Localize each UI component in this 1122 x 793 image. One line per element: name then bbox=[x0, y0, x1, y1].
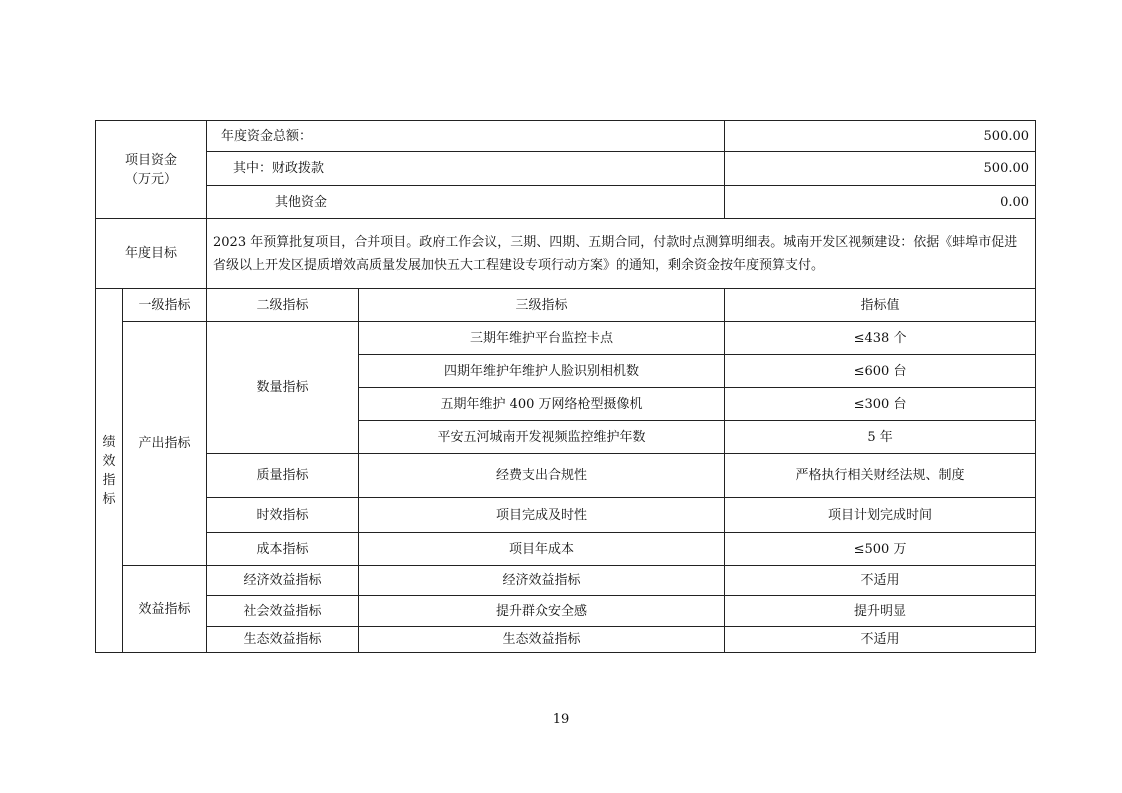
indicator-value: 不适用 bbox=[725, 566, 1036, 596]
funds-total-value: 500.00 bbox=[725, 121, 1036, 152]
page-number: 19 bbox=[552, 712, 570, 727]
funds-fiscal-value: 500.00 bbox=[725, 152, 1036, 186]
indicator-value: 项目计划完成时间 bbox=[725, 498, 1036, 533]
indicator-value: ≤500 万 bbox=[725, 533, 1036, 566]
indicator-value: 5 年 bbox=[725, 421, 1036, 454]
output-indicator-label: 产出指标 bbox=[123, 322, 207, 566]
ecological-benefit-label: 生态效益指标 bbox=[207, 627, 359, 653]
funds-total-label: 年度资金总额： bbox=[207, 121, 725, 152]
table-row: 经费支出合规性 bbox=[359, 454, 725, 498]
funds-label: 项目资金 （万元） bbox=[96, 121, 207, 219]
funds-other-value: 0.00 bbox=[725, 186, 1036, 219]
indicator-value: ≤300 台 bbox=[725, 388, 1036, 421]
annual-goal-label: 年度目标 bbox=[96, 219, 207, 289]
funds-other-label: 其他资金 bbox=[207, 186, 725, 219]
header-value: 指标值 bbox=[725, 289, 1036, 322]
header-level3: 三级指标 bbox=[359, 289, 725, 322]
performance-side-label: 绩 效 指 标 bbox=[96, 289, 123, 653]
table-row: 五期年维护 400 万网络枪型摄像机 bbox=[359, 388, 725, 421]
table-row: 平安五河城南开发视频监控维护年数 bbox=[359, 421, 725, 454]
table-row: 提升群众安全感 bbox=[359, 596, 725, 627]
indicator-value: 不适用 bbox=[725, 627, 1036, 653]
funds-fiscal-label: 其中：财政拨款 bbox=[207, 152, 725, 186]
table-row: 经济效益指标 bbox=[359, 566, 725, 596]
table-row: 三期年维护平台监控卡点 bbox=[359, 322, 725, 355]
social-benefit-label: 社会效益指标 bbox=[207, 596, 359, 627]
benefit-indicator-label: 效益指标 bbox=[123, 566, 207, 653]
table-row: 生态效益指标 bbox=[359, 627, 725, 653]
timeliness-indicator-label: 时效指标 bbox=[207, 498, 359, 533]
project-performance-table bbox=[95, 120, 1036, 653]
table-row: 项目年成本 bbox=[359, 533, 725, 566]
table-row: 四期年维护年维护人脸识别相机数 bbox=[359, 355, 725, 388]
quantity-indicator-label: 数量指标 bbox=[207, 322, 359, 454]
table-row: 项目完成及时性 bbox=[359, 498, 725, 533]
indicator-value: 严格执行相关财经法规、制度 bbox=[725, 454, 1036, 498]
indicator-value: ≤438 个 bbox=[725, 322, 1036, 355]
indicator-value: ≤600 台 bbox=[725, 355, 1036, 388]
economic-benefit-label: 经济效益指标 bbox=[207, 566, 359, 596]
header-level1: 一级指标 bbox=[123, 289, 207, 322]
header-level2: 二级指标 bbox=[207, 289, 359, 322]
annual-goal-text: 2023 年预算批复项目，合并项目。政府工作会议，三期、四期、五期合同，付款时点测算明细表。城南开发区视频建设：依据《蚌埠市促进省级以上开发区提质增效高质量发展加快五大工程建设专项行动方案》的通知，剩余资金按年度预算支付。 bbox=[207, 219, 1036, 289]
quality-indicator-label: 质量指标 bbox=[207, 454, 359, 498]
cost-indicator-label: 成本指标 bbox=[207, 533, 359, 566]
indicator-value: 提升明显 bbox=[725, 596, 1036, 627]
